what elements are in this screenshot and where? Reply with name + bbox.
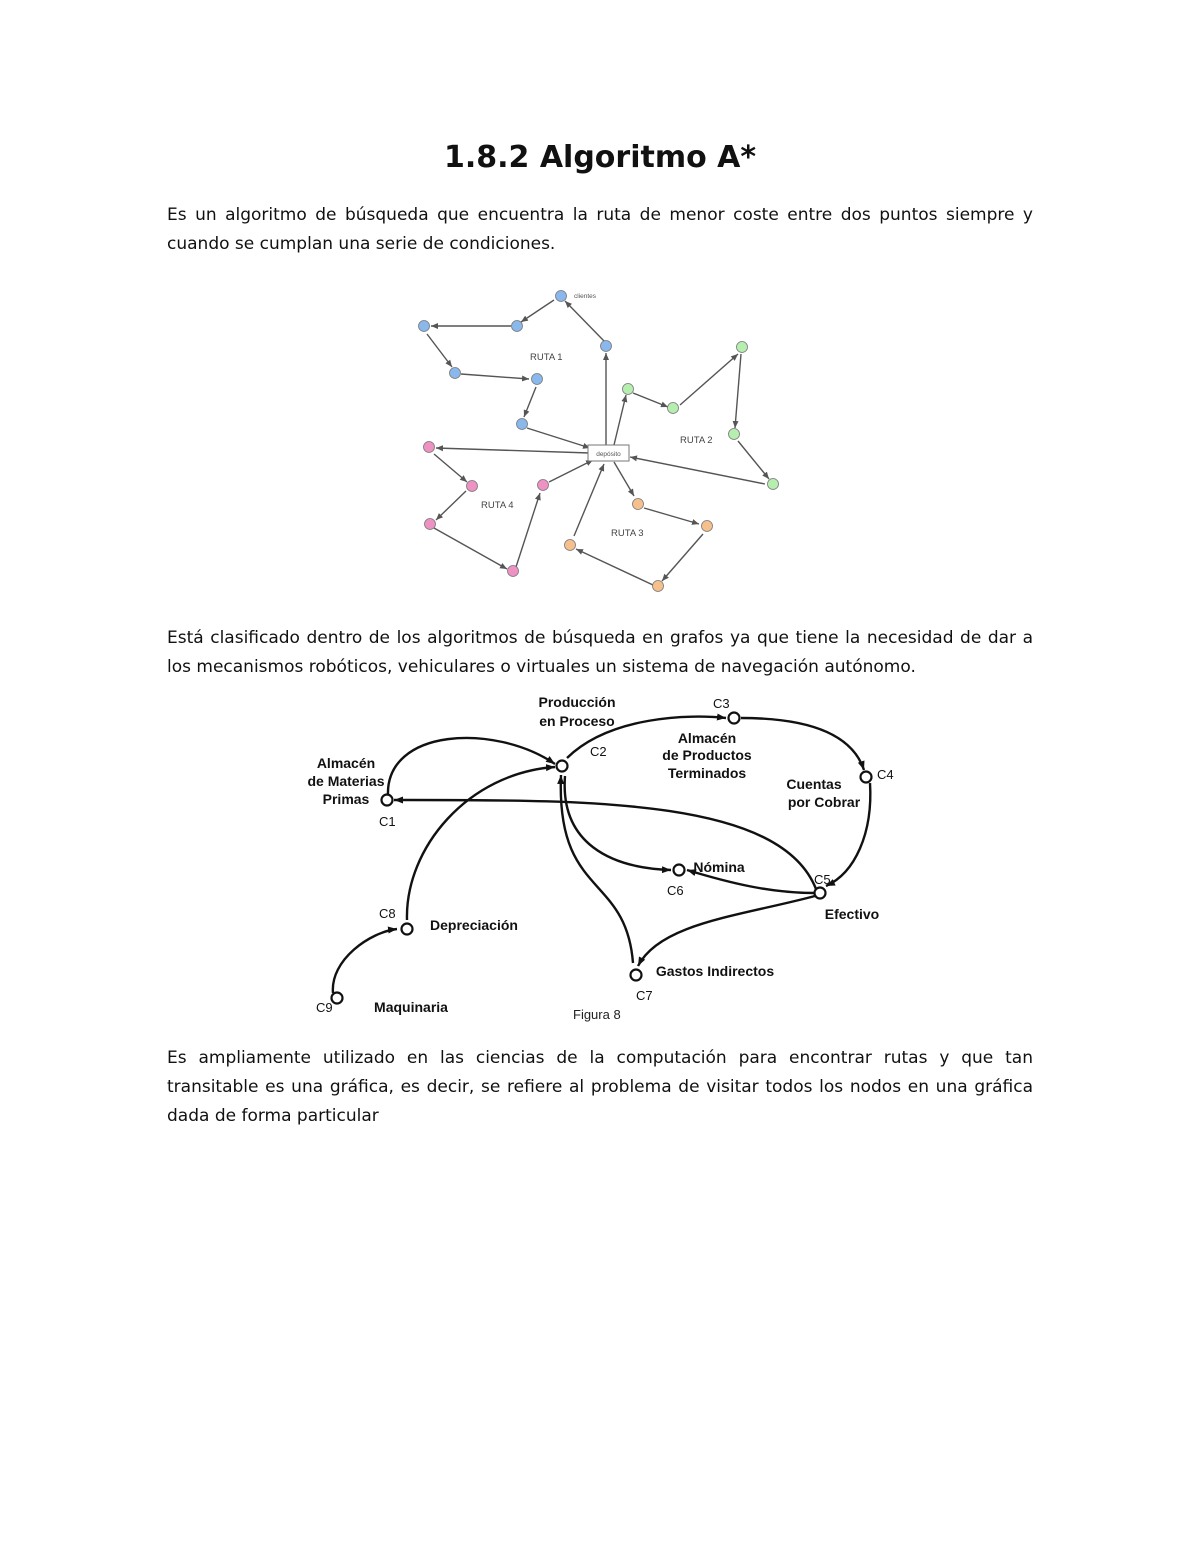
id-c7: C7 [636,988,653,1003]
id-c4: C4 [877,767,894,782]
node-c5 [815,888,826,899]
node-c7 [631,970,642,981]
label-c3-line1: Almacén [677,730,737,746]
node-c6 [674,865,685,876]
client-node [768,479,779,490]
node-c8 [402,924,413,935]
client-node [419,321,430,332]
client-node [668,403,679,414]
label-c7: Gastos Indirectos [655,963,775,979]
client-node [556,291,567,302]
label-c9: Maquinaria [374,999,448,1015]
label-c5: Efectivo [824,906,880,922]
depot-label: depósito [596,451,621,458]
label-c8: Depreciación [430,917,518,933]
client-node [737,342,748,353]
client-node [633,499,644,510]
route-label-4: RUTA 4 [481,500,514,511]
paragraph-intro: Es un algoritmo de búsqueda que encuentra la ruta de menor coste entre dos puntos siempre y cuando se cumplan una serie de condiciones. [167,205,1033,254]
label-c1-line2: de Materias [307,773,385,789]
client-node [565,540,576,551]
client-node [450,368,461,379]
route-label-1: RUTA 1 [530,352,563,363]
ruta2-client-nodes [623,342,779,490]
client-node [512,321,523,332]
client-node [467,481,478,492]
label-c3-line2: de Productos [662,747,752,763]
client-node [538,480,549,491]
client-node [623,384,634,395]
id-c3: C3 [713,696,730,711]
client-node [425,519,436,530]
route-label-2: RUTA 2 [680,435,713,446]
label-c4-line2: por Cobrar [787,794,861,810]
flow-node-labels [307,694,879,1015]
label-c3-line3: Terminados [667,765,747,781]
client-node [702,521,713,532]
route-edges [427,300,769,585]
node-c3 [729,713,740,724]
cost-flow-figure [290,688,910,1023]
node-c1 [382,795,393,806]
route-label-3: RUTA 3 [611,528,644,539]
id-c1: C1 [379,814,396,829]
client-node [517,419,528,430]
client-node [653,581,664,592]
node-c4 [861,772,872,783]
clients-label: clientes [574,293,597,300]
client-node [508,566,519,577]
label-c6: Nómina [693,859,745,875]
client-node [601,341,612,352]
id-c6: C6 [667,883,684,898]
routes-figure [400,283,800,601]
label-c2-line2: en Proceso [539,713,615,729]
client-node [424,442,435,453]
client-node [532,374,543,385]
client-node [729,429,740,440]
paragraph-classification: Está clasificado dentro de los algoritmos de búsqueda en grafos ya que tiene la necesidad de dar a los mecanismos robóticos, vehiculares o virtuales un sistema de navegación autónomo. [167,628,1033,677]
figure-caption: Figura 8 [573,1007,621,1022]
id-c8: C8 [379,906,396,921]
id-c5: C5 [814,872,831,887]
label-c1-line1: Almacén [316,755,376,771]
paragraph-usage: Es ampliamente utilizado en las ciencias de la computación para encontrar rutas y que tan transitable es una gráfica, es decir, se refiere al problema de visitar todos los nodos en una gráfica dada de forma particular [167,1048,1033,1126]
id-c9: C9 [316,1000,333,1015]
node-c9 [332,993,343,1004]
id-c2: C2 [590,744,607,759]
label-c1-line3: Primas [322,791,370,807]
label-c2-line1: Producción [538,694,616,710]
node-c2 [557,761,568,772]
label-c4-line1: Cuentas [786,776,842,792]
section-heading: 1.8.2 Algoritmo A* [443,140,757,175]
